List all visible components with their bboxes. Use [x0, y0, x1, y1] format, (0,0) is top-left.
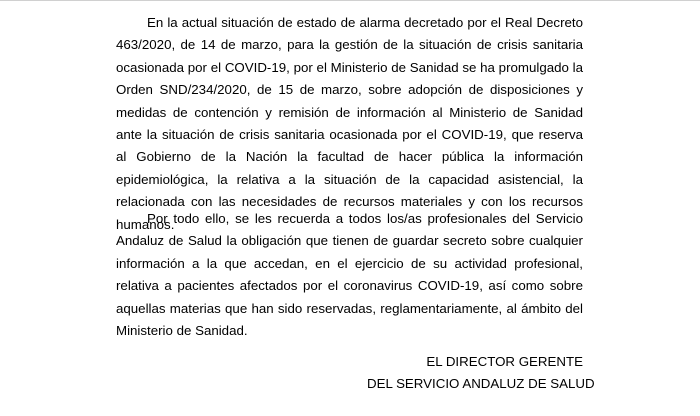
- paragraph-confidentiality-reminder: Por todo ello, se les recuerda a todos los/as profesionales del Servicio Andaluz de Salud la obligación que tienen de guardar secreto sobre cualquier información a la que accedan, en el ejercicio de su actividad profesional, relativa a pacientes afectados por el coronavirus COVID-19, así como sobre aquellas materias que han sido reservadas, reglamentariamente, al ámbito del Ministerio de Sanidad.: [116, 211, 583, 339]
- signature-organization: DEL SERVICIO ANDALUZ DE SALUD: [367, 376, 595, 391]
- paragraph-alarm-decree: En la actual situación de estado de alarma decretado por el Real Decreto 463/2020, de 14 de marzo, para la gestión de la situación de crisis sanitaria ocasionada por el COVID-19, por el Ministerio de Sanidad se ha promulgado la Orden SND/234/2020, de 15 de marzo, sobre adopción de disposiciones y medidas de contención y remisión de información al Ministerio de Sanidad ante la situación de crisis sanitaria ocasionada por el COVID-19, que reserva al Gobierno de la Nación la facultad de hacer pública la información epidemiológica, la relativa a la situación de la capacidad asistencial, la relacionada con las necesidades de recursos materiales y con los recursos humanos.: [116, 15, 583, 232]
- signature-title: EL DIRECTOR GERENTE: [426, 354, 583, 369]
